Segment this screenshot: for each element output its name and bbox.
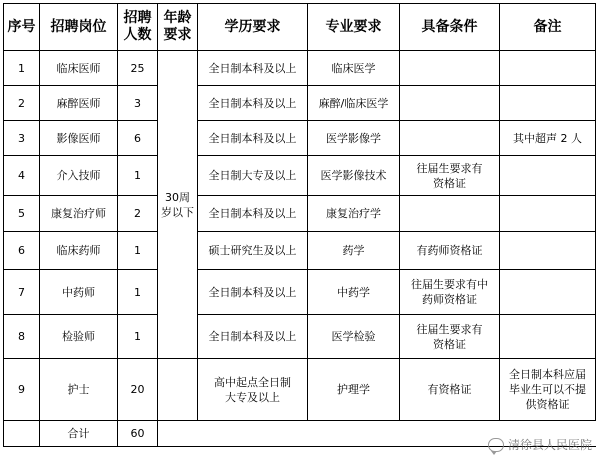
cell-count: 1	[118, 156, 158, 196]
total-label: 合计	[40, 421, 118, 447]
cell-position: 影像医师	[40, 121, 118, 156]
cell-age-requirement: 30周岁以下	[158, 51, 198, 359]
cell-count: 1	[118, 270, 158, 315]
cell-major: 麻醉/临床医学	[308, 86, 400, 121]
cell-remarks	[500, 315, 596, 359]
header-education: 学历要求	[198, 4, 308, 51]
cell-conditions: 有药师资格证	[400, 232, 500, 270]
cell-count: 20	[118, 359, 158, 421]
cell-major: 药学	[308, 232, 400, 270]
table-row	[4, 196, 596, 232]
cell-seq: 2	[4, 86, 40, 121]
cell-remarks	[500, 232, 596, 270]
cell-major: 康复治疗学	[308, 196, 400, 232]
cell-education: 全日制本科及以上	[198, 121, 308, 156]
header-major: 专业要求	[308, 4, 400, 51]
header-conditions: 具备条件	[400, 4, 500, 51]
table-row	[4, 232, 596, 270]
header-seq: 序号	[4, 4, 40, 51]
cell-seq: 7	[4, 270, 40, 315]
cell-conditions: 有资格证	[400, 359, 500, 421]
cell-seq-empty	[4, 421, 40, 447]
wechat-icon	[488, 438, 504, 452]
cell-remarks	[500, 156, 596, 196]
watermark	[488, 436, 592, 453]
cell-conditions	[400, 196, 500, 232]
table-row	[4, 315, 596, 359]
header-row	[4, 4, 596, 51]
cell-remarks	[500, 270, 596, 315]
cell-seq: 9	[4, 359, 40, 421]
table-row	[4, 270, 596, 315]
cell-conditions	[400, 121, 500, 156]
cell-position: 康复治疗师	[40, 196, 118, 232]
cell-remarks	[500, 196, 596, 232]
cell-major: 临床医学	[308, 51, 400, 86]
cell-education: 全日制本科及以上	[198, 315, 308, 359]
cell-seq: 6	[4, 232, 40, 270]
cell-remarks: 全日制本科应届毕业生可以不提供资格证	[500, 359, 596, 421]
cell-remarks: 其中超声 2 人	[500, 121, 596, 156]
cell-education: 全日制本科及以上	[198, 270, 308, 315]
cell-count: 6	[118, 121, 158, 156]
cell-seq: 5	[4, 196, 40, 232]
cell-position: 中药师	[40, 270, 118, 315]
cell-education: 全日制大专及以上	[198, 156, 308, 196]
cell-age-empty	[158, 359, 198, 421]
cell-education: 高中起点全日制大专及以上	[198, 359, 308, 421]
cell-major: 医学检验	[308, 315, 400, 359]
header-count: 招聘人数	[118, 4, 158, 51]
cell-education: 硕士研究生及以上	[198, 232, 308, 270]
watermark-text: 清徐县人民医院	[507, 438, 592, 452]
cell-seq: 3	[4, 121, 40, 156]
cell-position: 临床药师	[40, 232, 118, 270]
cell-remarks	[500, 86, 596, 121]
header-remarks: 备注	[500, 4, 596, 51]
cell-conditions: 往届生要求有中药师资格证	[400, 270, 500, 315]
cell-education: 全日制本科及以上	[198, 196, 308, 232]
cell-major: 中药学	[308, 270, 400, 315]
table-row	[4, 121, 596, 156]
cell-count: 2	[118, 196, 158, 232]
cell-position: 护士	[40, 359, 118, 421]
cell-major: 护理学	[308, 359, 400, 421]
cell-position: 检验师	[40, 315, 118, 359]
table-row	[4, 359, 596, 421]
table-row	[4, 86, 596, 121]
cell-count: 1	[118, 315, 158, 359]
cell-seq: 1	[4, 51, 40, 86]
cell-seq: 4	[4, 156, 40, 196]
cell-position: 介入技师	[40, 156, 118, 196]
cell-conditions	[400, 86, 500, 121]
recruitment-table	[3, 3, 596, 447]
table-row	[4, 51, 596, 86]
cell-position: 临床医师	[40, 51, 118, 86]
cell-seq: 8	[4, 315, 40, 359]
cell-education: 全日制本科及以上	[198, 86, 308, 121]
cell-count: 3	[118, 86, 158, 121]
cell-count: 1	[118, 232, 158, 270]
cell-conditions: 往届生要求有资格证	[400, 315, 500, 359]
table-row	[4, 156, 596, 196]
cell-major: 医学影像技术	[308, 156, 400, 196]
cell-position: 麻醉医师	[40, 86, 118, 121]
cell-remarks	[500, 51, 596, 86]
cell-conditions: 往届生要求有资格证	[400, 156, 500, 196]
cell-major: 医学影像学	[308, 121, 400, 156]
cell-count: 25	[118, 51, 158, 86]
cell-education: 全日制本科及以上	[198, 51, 308, 86]
header-age: 年龄要求	[158, 4, 198, 51]
cell-conditions	[400, 51, 500, 86]
total-count: 60	[118, 421, 158, 447]
header-position: 招聘岗位	[40, 4, 118, 51]
